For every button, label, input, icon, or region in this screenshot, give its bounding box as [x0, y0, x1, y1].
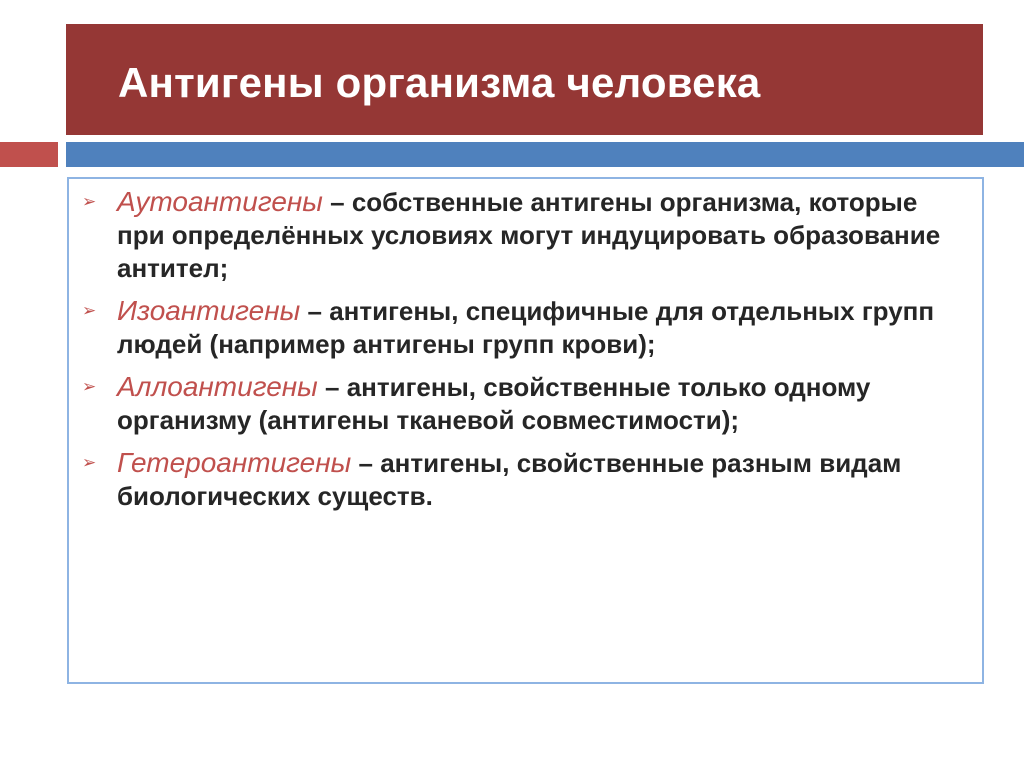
accent-bar-red	[0, 142, 58, 167]
definition-text: собственные антигены организма, которые при определённых условиях могут индуцировать образование антител;	[117, 187, 941, 283]
definition-text: антигены, специфичные для отдельных групп людей (например антигены групп крови);	[117, 296, 935, 359]
slide-title: Антигены организма человека	[118, 58, 761, 106]
list-item	[69, 370, 982, 437]
arrow-bullet-icon: ➢	[82, 192, 97, 212]
list-item	[69, 185, 982, 285]
accent-bar-blue	[66, 142, 1024, 167]
dash: –	[322, 187, 352, 217]
dash: –	[351, 448, 381, 478]
arrow-bullet-icon: ➢	[82, 377, 97, 397]
content-box	[67, 177, 984, 684]
title-bar	[66, 24, 983, 135]
term: Гетероантигены	[117, 447, 352, 478]
arrow-bullet-icon: ➢	[82, 301, 97, 321]
definition-text: антигены, свойственные разным видам биологических существ.	[117, 448, 902, 511]
arrow-bullet-icon: ➢	[82, 453, 97, 473]
term: Аллоантигены	[117, 371, 318, 402]
definition-list	[69, 185, 982, 522]
definition-text: антигены, свойственные только одному организму (антигены тканевой совместимости);	[117, 372, 871, 435]
list-item	[69, 446, 982, 513]
term: Аутоантигены	[117, 186, 323, 217]
list-item	[69, 294, 982, 361]
dash: –	[317, 372, 347, 402]
term: Изоантигены	[117, 295, 301, 326]
dash: –	[300, 296, 330, 326]
